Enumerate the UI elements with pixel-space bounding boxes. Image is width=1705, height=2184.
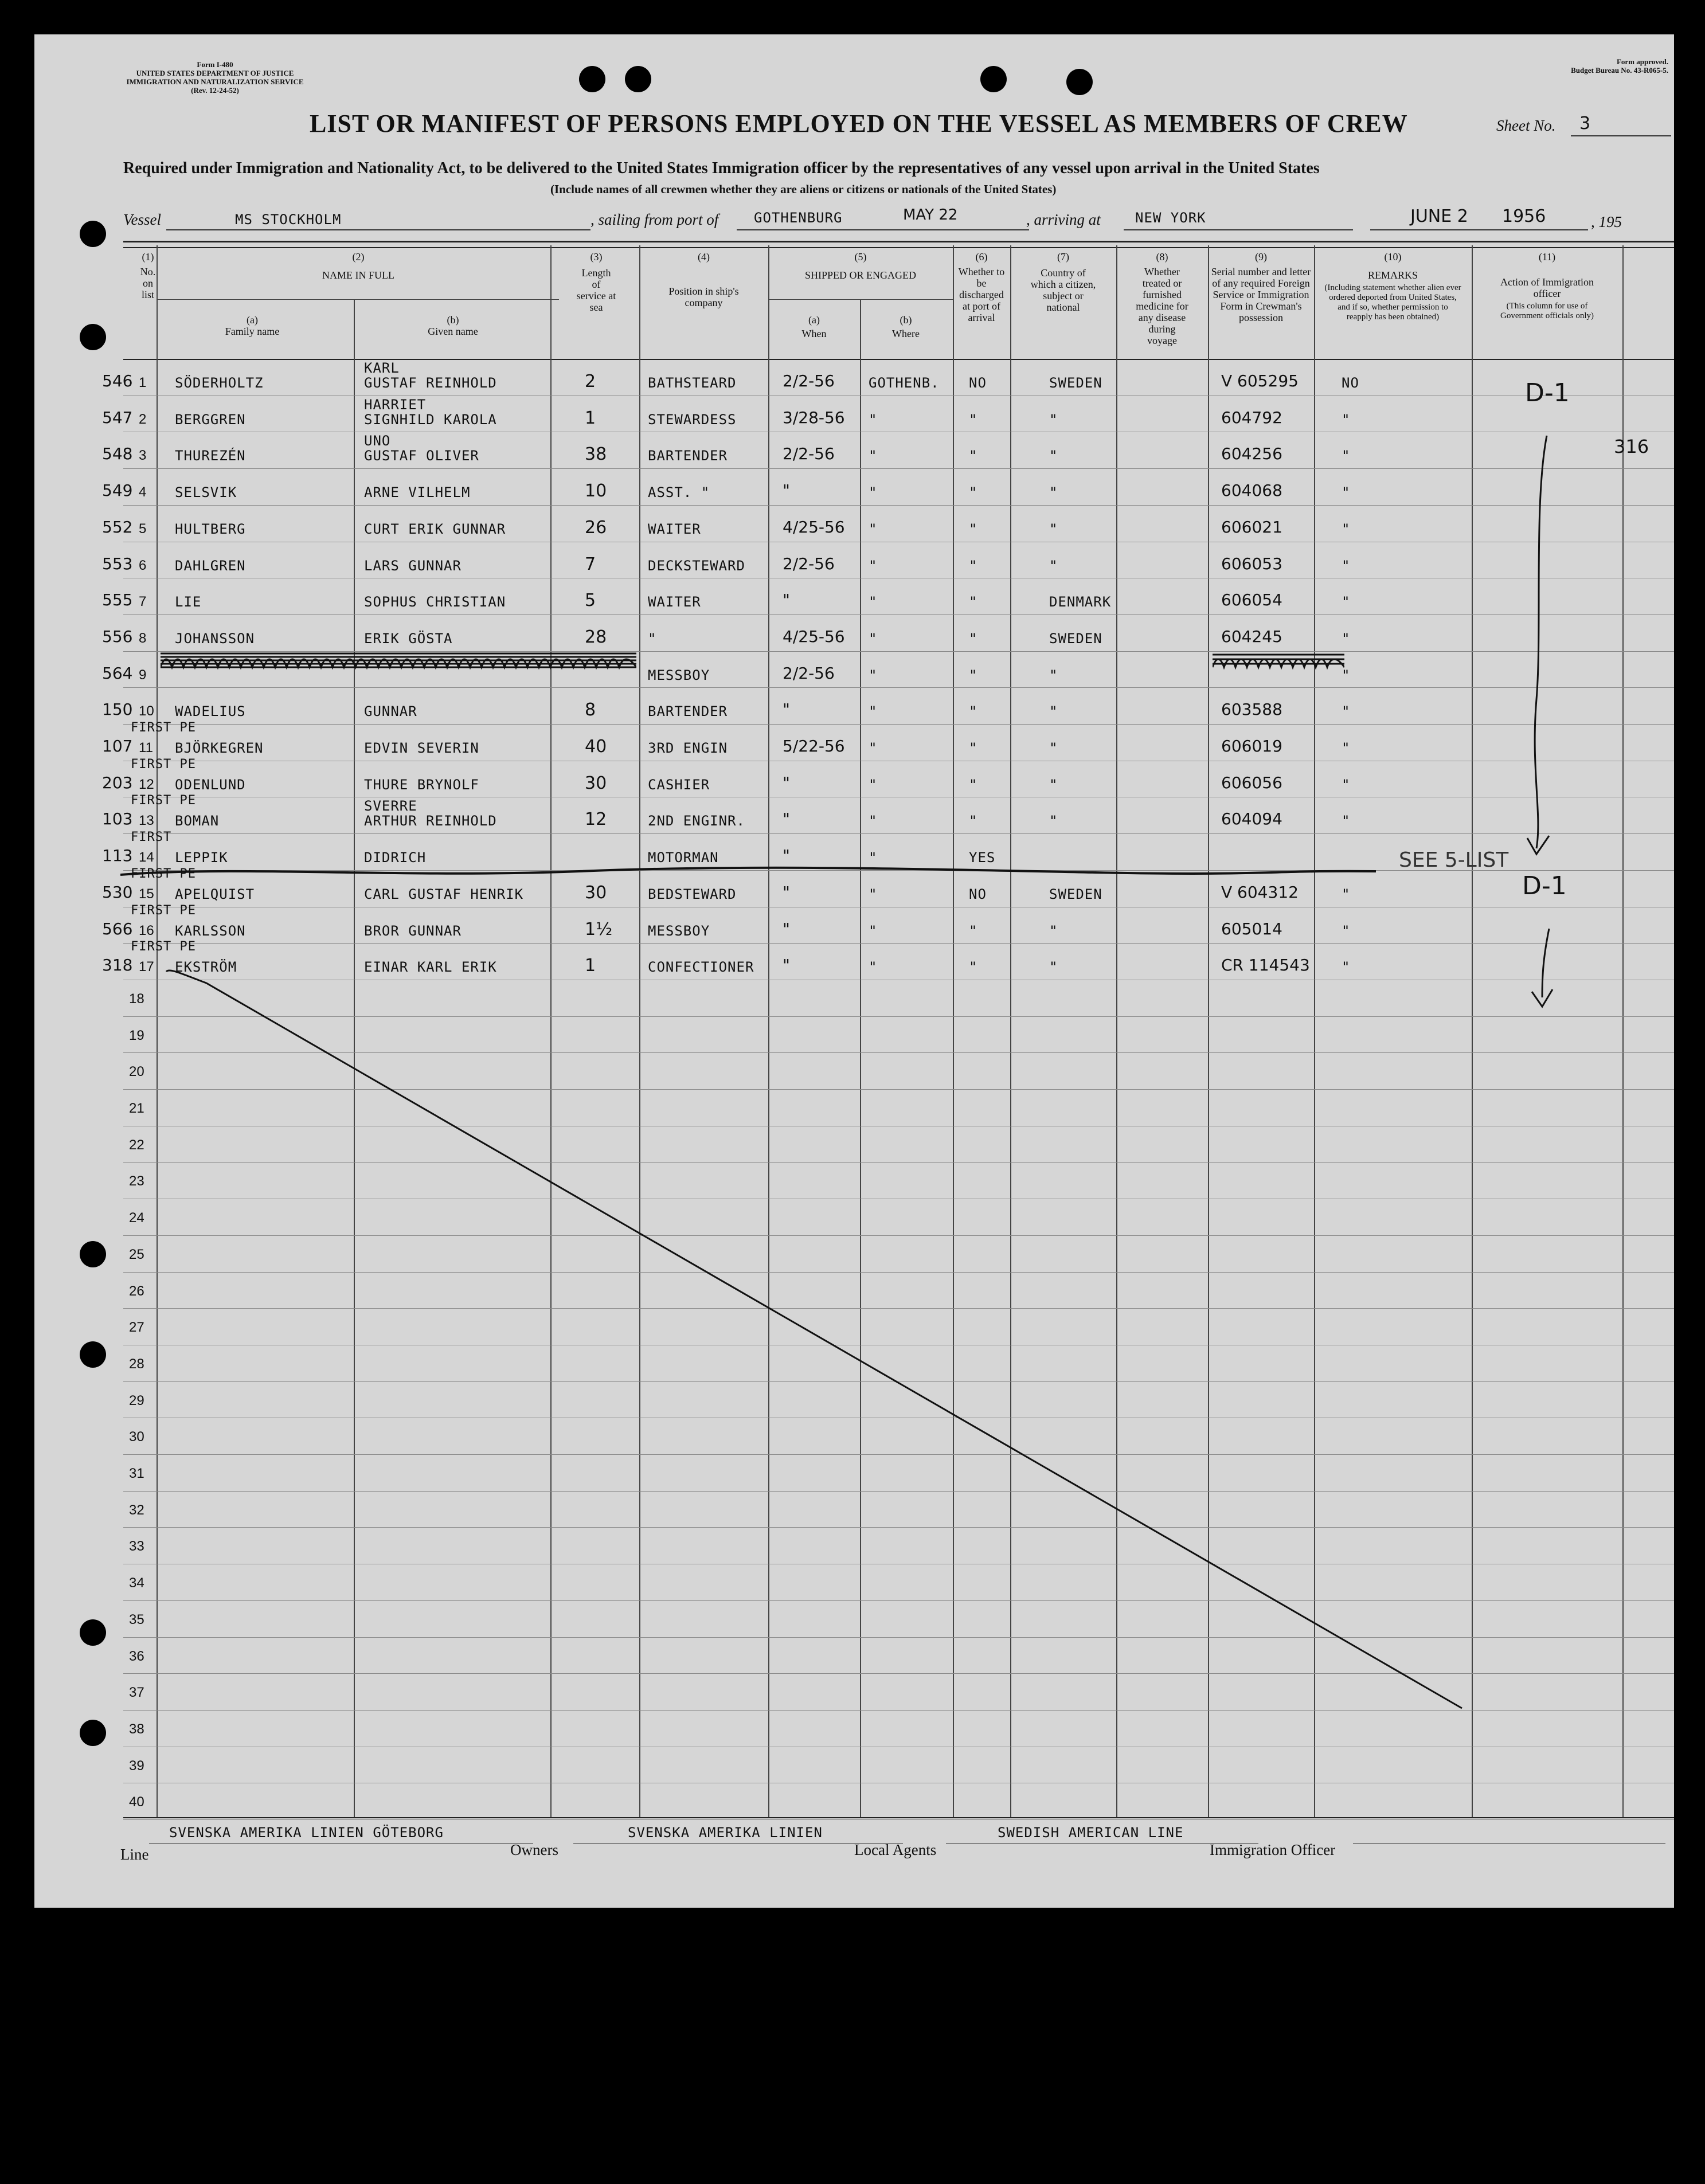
discharged: " [969, 520, 978, 537]
shipped-where: " [869, 557, 878, 574]
position: ASST. " [648, 484, 710, 501]
given-name: CURT ERIK GUNNAR [364, 520, 506, 537]
family-name: LIE [175, 594, 202, 610]
position: BATHSTEARD [648, 375, 737, 391]
row-number: 38 [129, 1721, 144, 1737]
form-number: Form I-480 [197, 60, 233, 69]
family-name: SÖDERHOLTZ [175, 375, 264, 391]
remarks: " [1342, 776, 1351, 793]
row-number: 5 [139, 520, 147, 537]
serial-number: 606019 [1221, 737, 1282, 756]
service-length: 30 [585, 773, 607, 793]
position: WAITER [648, 594, 701, 610]
row-number: 25 [129, 1246, 144, 1262]
service-length: 7 [585, 554, 596, 574]
col7-header: (7) Country of which a citizen, subject or national [1030, 251, 1096, 313]
agents-value: SWEDISH AMERICAN LINE [998, 1825, 1184, 1841]
family-name: EKSTRÖM [175, 959, 237, 976]
shipped-where: " [869, 740, 878, 756]
row-number: 2 [139, 411, 147, 427]
shipped-where: " [869, 520, 878, 537]
shipped-when: " [783, 481, 790, 500]
shipped-where: " [869, 630, 878, 647]
arriving-label: , arriving at [1026, 211, 1101, 228]
row-number: 1 [139, 375, 147, 390]
col4-header: (4) Position in ship's company [668, 251, 739, 308]
handwritten-row-ref: 553 [102, 554, 133, 573]
handwritten-row-ref: 552 [102, 517, 133, 537]
position: MESSBOY [648, 922, 710, 939]
row-number: 30 [129, 1429, 144, 1445]
arrival-year: 1956 [1502, 206, 1546, 226]
discharged: " [969, 922, 978, 939]
shipped-when: 2/2-56 [783, 554, 835, 573]
shipped-where: GOTHENB. [869, 375, 940, 391]
manifest-sheet [34, 34, 1674, 1908]
remarks: " [1342, 520, 1351, 537]
row-prefix: FIRST PE [131, 757, 196, 772]
family-name: KARLSSON [175, 922, 246, 939]
col5a-header: (a) When [801, 314, 827, 339]
given-name: EINAR KARL ERIK [364, 959, 497, 976]
row-number: 12 [139, 776, 154, 792]
position: STEWARDESS [648, 411, 737, 428]
position: BEDSTEWARD [648, 886, 737, 902]
service-length: 28 [585, 627, 607, 647]
shipped-where: " [869, 484, 878, 501]
shipped-where: " [869, 886, 878, 902]
line-value: SVENSKA AMERIKA LINIEN GÖTEBORG [169, 1825, 444, 1841]
col10-header: (10) REMARKS (Including statement whether alien ever ordered deported from United States, and if so, whether permission to reapply has been obtained) [1324, 251, 1461, 322]
row-number: 19 [129, 1027, 144, 1043]
family-name: HULTBERG [175, 520, 246, 537]
position: 2ND ENGINR. [648, 813, 745, 829]
shipped-where: " [869, 411, 878, 428]
country: " [1049, 703, 1058, 720]
arrival-date: JUNE 2 [1410, 206, 1468, 226]
approval-line1: Form approved. [1616, 57, 1668, 66]
shipped-where: " [869, 594, 878, 610]
row-number: 34 [129, 1575, 144, 1591]
shipped-when: 2/2-56 [783, 663, 835, 683]
country: DENMARK [1049, 594, 1112, 610]
row-number: 21 [129, 1101, 144, 1116]
country: SWEDEN [1049, 886, 1102, 902]
service-length: 12 [585, 809, 607, 830]
discharged: " [969, 776, 978, 793]
row-number: 11 [139, 740, 153, 756]
given-name-line1: KARL [364, 360, 400, 376]
given-name-line1: HARRIET [364, 396, 427, 413]
given-name-line1: UNO [364, 433, 391, 449]
include-text: (Include names of all crewmen whether they are aliens or citizens or nationals of the United States) [550, 182, 1057, 196]
shipped-when: " [783, 773, 790, 792]
position: " [648, 630, 657, 647]
handwritten-row-ref: 107 [102, 737, 133, 756]
col6-header: (6) Whether to be discharged at port of arrival [958, 251, 1005, 323]
service-length: 1½ [585, 919, 613, 940]
country: " [1049, 922, 1058, 939]
service-length: 38 [585, 444, 607, 465]
shipped-where: " [869, 448, 878, 464]
family-name: DAHLGREN [175, 557, 246, 574]
position: WAITER [648, 520, 701, 537]
row-number: 20 [129, 1064, 144, 1080]
serial-number: V 604312 [1221, 882, 1299, 902]
handwritten-row-ref: 318 [102, 956, 133, 975]
row-number: 13 [139, 813, 154, 829]
remarks: " [1342, 813, 1351, 829]
position: 3RD ENGIN [648, 740, 728, 756]
shipped-when: 2/2-56 [783, 444, 835, 464]
position: BARTENDER [648, 448, 728, 464]
country: SWEDEN [1049, 630, 1102, 647]
discharged: " [969, 448, 978, 464]
service-length: 8 [585, 700, 596, 721]
family-name: SELSVIK [175, 484, 237, 501]
serial-number: 604068 [1221, 481, 1282, 500]
owners-value: SVENSKA AMERIKA LINIEN [628, 1825, 823, 1841]
row-number: 15 [139, 886, 154, 902]
family-name: LEPPIK [175, 850, 228, 866]
position: BARTENDER [648, 703, 728, 720]
row-prefix: FIRST PE [131, 793, 196, 808]
country: " [1049, 776, 1058, 793]
given-name: CARL GUSTAF HENRIK [364, 886, 524, 902]
remarks: " [1342, 959, 1351, 976]
shipped-when: 5/22-56 [783, 737, 845, 756]
country: " [1049, 557, 1058, 574]
shipped-where: " [869, 959, 878, 976]
row-number: 39 [129, 1758, 144, 1774]
form-dept: UNITED STATES DEPARTMENT OF JUSTICE [136, 69, 294, 77]
discharged: NO [969, 375, 987, 391]
shipped-when: " [783, 956, 790, 975]
owners-label: Owners [510, 1841, 558, 1858]
agents-label: Local Agents [854, 1841, 937, 1858]
country: " [1049, 813, 1058, 829]
col5-header: (5) SHIPPED OR ENGAGED [804, 251, 916, 281]
discharged: " [969, 630, 978, 647]
shipped-when: " [783, 882, 790, 902]
col8-header: (8) Whether treated or furnished medicine for any disease during voyage [1136, 251, 1188, 346]
col2b-header: (b) Given name [428, 314, 478, 337]
row-number: 6 [139, 557, 147, 573]
discharged: " [969, 594, 978, 610]
row-number: 29 [129, 1392, 144, 1408]
action-d1-top: D-1 [1525, 378, 1570, 408]
country: " [1049, 484, 1058, 501]
service-length: 2 [585, 371, 596, 392]
row-number: 31 [129, 1466, 144, 1481]
service-length: 30 [585, 882, 607, 903]
row-number: 16 [139, 922, 154, 938]
see-list-note: SEE 5-LIST [1399, 848, 1509, 872]
sailing-label: , sailing from port of [591, 211, 719, 228]
given-name: ARTHUR REINHOLD [364, 813, 497, 829]
service-length: 1 [585, 956, 596, 976]
country: " [1049, 520, 1058, 537]
given-name: ERIK GÖSTA [364, 630, 453, 647]
given-name: SIGNHILD KAROLA [364, 411, 497, 428]
row-number: 14 [139, 850, 154, 866]
shipped-when: 4/25-56 [783, 627, 845, 646]
service-length: 26 [585, 517, 607, 538]
serial-number: 604245 [1221, 627, 1282, 646]
discharged: " [969, 667, 978, 683]
discharged: " [969, 740, 978, 756]
given-name: SOPHUS CHRISTIAN [364, 594, 506, 610]
row-number: 37 [129, 1685, 144, 1701]
cancellation-line [34, 34, 1674, 1908]
row-number: 8 [139, 630, 147, 646]
shipped-where: " [869, 703, 878, 720]
row-number: 24 [129, 1210, 144, 1226]
page-title: LIST OR MANIFEST OF PERSONS EMPLOYED ON THE VESSEL AS MEMBERS OF CREW [310, 109, 1408, 138]
shipped-when: " [783, 809, 790, 829]
serial-number: 606054 [1221, 590, 1282, 610]
position: DECKSTEWARD [648, 557, 745, 574]
service-length: 40 [585, 737, 607, 757]
handwritten-row-ref: 556 [102, 627, 133, 646]
service-length: 5 [585, 590, 596, 611]
shipped-where: " [869, 813, 878, 829]
shipped-where: " [869, 850, 878, 866]
discharged: YES [969, 850, 996, 866]
margin-number: 316 [1614, 436, 1649, 457]
form-service: IMMIGRATION AND NATURALIZATION SERVICE [126, 77, 304, 86]
line-label: Line [120, 1846, 149, 1863]
col3-header: (3) Length of service at sea [576, 251, 616, 313]
country: " [1049, 740, 1058, 756]
remarks: NO [1342, 375, 1359, 391]
given-name: THURE BRYNOLF [364, 776, 479, 793]
handwritten-row-ref: 150 [102, 700, 133, 719]
country: " [1049, 448, 1058, 464]
sailing-port: GOTHENBURG [754, 210, 843, 226]
row-number: 18 [129, 991, 144, 1007]
remarks: " [1342, 411, 1351, 428]
handwritten-row-ref: 555 [102, 590, 133, 610]
row-prefix: FIRST PE [131, 903, 196, 918]
remarks: " [1342, 448, 1351, 464]
action-d1-mid: D-1 [1522, 871, 1567, 901]
family-name: BOMAN [175, 813, 220, 829]
service-length: 10 [585, 481, 607, 502]
row-prefix: FIRST [131, 830, 172, 845]
col1-header: (1) No. on list [140, 251, 156, 300]
handwritten-row-ref: 566 [102, 919, 133, 938]
shipped-when: " [783, 846, 790, 866]
row-number: 3 [139, 448, 147, 464]
year-print: , 195 [1591, 213, 1622, 230]
service-length: 1 [585, 408, 596, 428]
col5b-header: (b) Where [892, 314, 920, 339]
row-number: 22 [129, 1137, 144, 1153]
shipped-where: " [869, 776, 878, 793]
position: CASHIER [648, 776, 710, 793]
discharged: " [969, 959, 978, 976]
given-name: GUSTAF REINHOLD [364, 375, 497, 391]
given-name: DIDRICH [364, 850, 427, 866]
discharged: " [969, 703, 978, 720]
position: CONFECTIONER [648, 959, 754, 976]
row-number: 17 [139, 959, 154, 975]
discharged: NO [969, 886, 987, 902]
row-number: 10 [139, 703, 154, 719]
handwritten-row-ref: 203 [102, 773, 133, 792]
col9-header: (9) Serial number and letter of any required Foreign Service or Immigration Form in Crewman's possession [1211, 251, 1311, 323]
remarks: " [1342, 886, 1351, 902]
row-number: 33 [129, 1539, 144, 1555]
remarks: " [1342, 740, 1351, 756]
row-number: 4 [139, 484, 147, 500]
row-number: 23 [129, 1173, 144, 1189]
country: " [1049, 667, 1058, 683]
discharged: " [969, 411, 978, 428]
family-name: BJÖRKEGREN [175, 740, 264, 756]
sailing-date: MAY 22 [903, 206, 958, 224]
handwritten-row-ref: 564 [102, 663, 133, 683]
row-number: 7 [139, 594, 147, 610]
row-number: 27 [129, 1320, 144, 1336]
given-name: ARNE VILHELM [364, 484, 471, 501]
given-name: LARS GUNNAR [364, 557, 462, 574]
shipped-when: 4/25-56 [783, 517, 845, 537]
shipped-where: " [869, 922, 878, 939]
serial-number: 604792 [1221, 408, 1282, 427]
family-name: JOHANSSON [175, 630, 255, 647]
serial-number: CR 114543 [1221, 956, 1310, 975]
serial-number: 606056 [1221, 773, 1282, 792]
serial-number: 604094 [1221, 809, 1282, 829]
serial-number: 605014 [1221, 919, 1282, 938]
country: " [1049, 411, 1058, 428]
serial-number: 606021 [1221, 517, 1282, 537]
row-prefix: FIRST PE [131, 721, 196, 735]
serial-number: V 605295 [1221, 371, 1299, 390]
remarks: " [1342, 630, 1351, 647]
shipped-when: 3/28-56 [783, 408, 845, 427]
col2-header: (2) NAME IN FULL [322, 251, 394, 281]
officer-label: Immigration Officer [1210, 1841, 1336, 1858]
given-name-line1: SVERRE [364, 798, 417, 815]
given-name: EDVIN SEVERIN [364, 740, 479, 756]
country: SWEDEN [1049, 375, 1102, 391]
row-number: 36 [129, 1648, 144, 1664]
required-text: Required under Immigration and Nationality Act, to be delivered to the United States Immigration officer by the representatives of any vessel upon arrival in the United States [123, 159, 1320, 177]
remarks: " [1342, 922, 1351, 939]
col11-header: (11) Action of Immigration officer (This column for use of Government officials only) [1500, 251, 1594, 320]
family-name: THUREZÉN [175, 448, 246, 464]
given-name: GUNNAR [364, 703, 417, 720]
discharged: " [969, 484, 978, 501]
serial-number: 604256 [1221, 444, 1282, 464]
position: MOTORMAN [648, 850, 719, 866]
row-number: 35 [129, 1611, 144, 1627]
handwritten-row-ref: 530 [102, 882, 133, 902]
approval-line2: Budget Bureau No. 43-R065-5. [1571, 66, 1668, 75]
discharged: " [969, 813, 978, 829]
remarks: " [1342, 594, 1351, 610]
position: MESSBOY [648, 667, 710, 683]
shipped-when: 2/2-56 [783, 371, 835, 390]
serial-number: 606053 [1221, 554, 1282, 573]
remarks: " [1342, 557, 1351, 574]
given-name: GUSTAF OLIVER [364, 448, 479, 464]
shipped-when: " [783, 700, 790, 719]
shipped-when: " [783, 590, 790, 610]
row-number: 9 [139, 667, 147, 683]
handwritten-row-ref: 546 [102, 371, 133, 390]
row-prefix: FIRST PE [131, 866, 196, 881]
serial-number: 603588 [1221, 700, 1282, 719]
family-name: WADELIUS [175, 703, 246, 720]
arrival-port: NEW YORK [1135, 210, 1206, 226]
vessel-label: Vessel [123, 211, 161, 228]
remarks: " [1342, 703, 1351, 720]
row-number: 26 [129, 1283, 144, 1299]
row-number: 40 [129, 1794, 144, 1810]
col2a-header: (a) Family name [225, 314, 280, 337]
row-number: 32 [129, 1502, 144, 1518]
handwritten-row-ref: 113 [102, 846, 133, 866]
country: " [1049, 959, 1058, 976]
vessel-name: MS STOCKHOLM [235, 212, 342, 228]
row-prefix: FIRST PE [131, 940, 196, 954]
remarks: " [1342, 484, 1351, 501]
handwritten-row-ref: 547 [102, 408, 133, 427]
row-number: 28 [129, 1356, 144, 1372]
discharged: " [969, 557, 978, 574]
shipped-when: " [783, 919, 790, 938]
handwritten-row-ref: 549 [102, 481, 133, 500]
handwritten-row-ref: 548 [102, 444, 133, 464]
form-rev: (Rev. 12-24-52) [191, 86, 239, 95]
remarks: " [1342, 667, 1351, 683]
family-name: BERGGREN [175, 411, 246, 428]
sheet-label: Sheet No. [1496, 117, 1556, 134]
family-name: ODENLUND [175, 776, 246, 793]
shipped-where: " [869, 667, 878, 683]
handwritten-row-ref: 103 [102, 809, 133, 829]
given-name: BROR GUNNAR [364, 922, 462, 939]
sheet-number: 3 [1579, 113, 1591, 134]
family-name: APELQUIST [175, 886, 255, 902]
